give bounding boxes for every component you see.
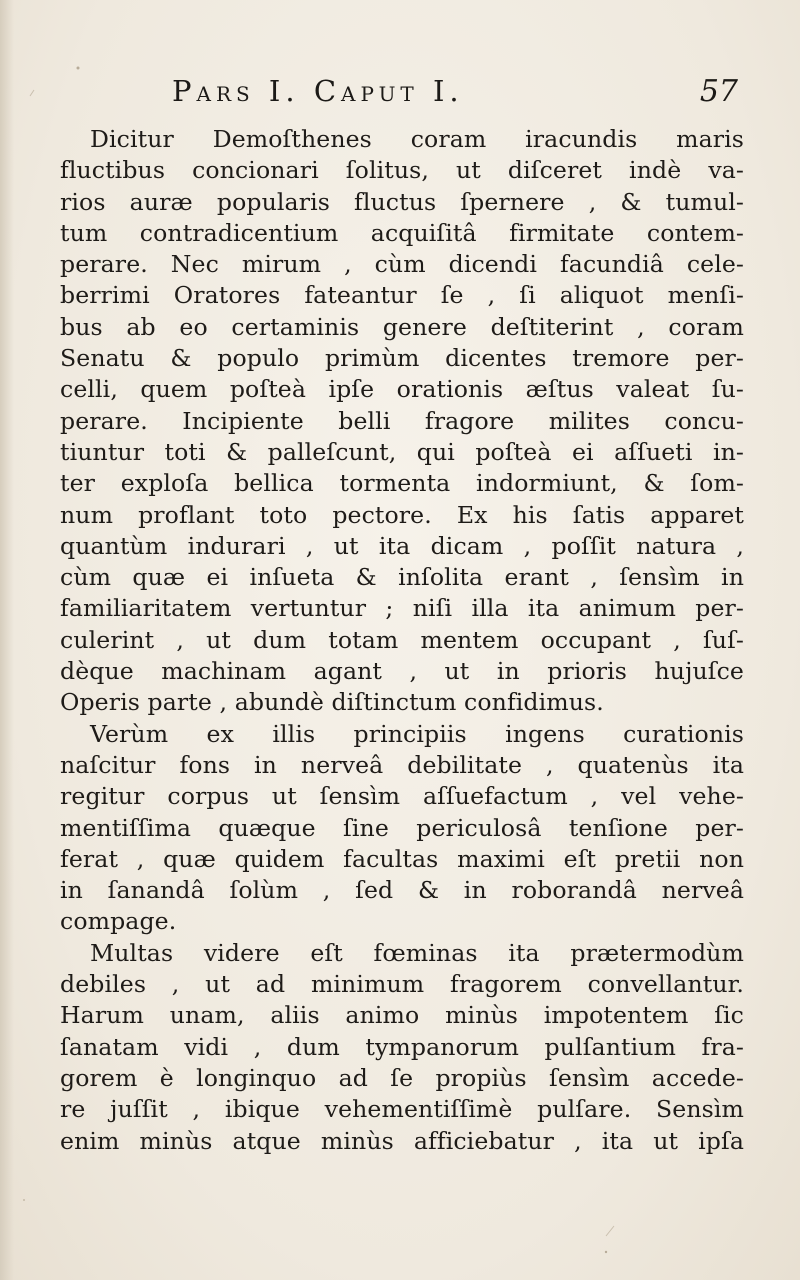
text-line: ter exploſa bellica tormenta indormiunt, & ſom- xyxy=(60,469,744,498)
text-line: bus ab eo certaminis genere deſtiterint , coram xyxy=(60,312,744,341)
text-line: fluctibus concionari ſolitus, ut diſceret indè va- xyxy=(60,156,744,185)
text-line: Harum unam, aliis animo minùs impotentem ſic xyxy=(60,1001,744,1030)
text-line: perare. Nec mirum , cùm dicendi facundiâ cele- xyxy=(60,250,744,279)
text-line: dèque machinam agant , ut in prioris hujuſce xyxy=(60,657,744,686)
text-line: compage. xyxy=(60,907,177,936)
text-line: regitur corpus ut ſensìm aſſuefactum , vel vehe- xyxy=(60,782,744,811)
page-gutter-shadow xyxy=(0,0,14,1280)
text-line: tum contradicentium acquiſitâ firmitate contem- xyxy=(60,218,744,247)
text-line: num proflant toto pectore. Ex his ſatis apparet xyxy=(60,500,744,529)
text-line: ſanatam vidi , dum tympanorum pulſantium fra- xyxy=(60,1032,744,1061)
text-line: berrimi Oratores fateantur ſe , ſi aliquot menſi- xyxy=(60,281,744,310)
paragraph-1 xyxy=(60,124,744,719)
text-line: Multas videre eſt fœminas ita prætermodùm xyxy=(90,938,744,967)
text-line: cùm quæ ei inſueta & inſolita erant , ſensìm in xyxy=(60,563,744,592)
text-line: mentiſſima quæque ſine periculosâ tenſione per- xyxy=(60,813,744,842)
text-line: debiles , ut ad minimum fragorem convellantur. xyxy=(60,970,744,999)
text-line: gorem è longinquo ad ſe propiùs ſensìm accede- xyxy=(60,1063,744,1092)
text-line: in ſanandâ ſolùm , ſed & in roborandâ nerveâ xyxy=(60,876,744,905)
text-line: quantùm indurari , ut ita dicam , poſſit natura , xyxy=(60,531,744,560)
text-line: rios auræ popularis fluctus ſpernere , & tumul- xyxy=(60,187,744,216)
running-head-title: Pars I. Caput I. xyxy=(172,74,464,108)
text-line: naſcitur fons in nerveâ debilitate , quatenùs ita xyxy=(60,750,744,779)
text-line: Dicitur Demoſthenes coram iracundis maris xyxy=(90,125,744,153)
text-line: Verùm ex illis principiis ingens curationis xyxy=(90,719,744,748)
text-line: re juſſit , ibique vehementiſſimè pulſare. Sensìm xyxy=(60,1095,744,1124)
paragraph-2 xyxy=(60,719,744,938)
page-number: 57 xyxy=(699,74,738,109)
running-head xyxy=(172,72,740,112)
text-line: culerint , ut dum totam mentem occupant , ſuſ- xyxy=(60,625,744,654)
text-line: perare. Incipiente belli fragore milites concu- xyxy=(60,406,744,435)
text-line: celli, quem poſteà ipſe orationis æſtus valeat ſu- xyxy=(60,375,744,404)
text-line: tiuntur toti & palleſcunt, qui poſteà ei aſſueti in- xyxy=(60,437,744,466)
body-text xyxy=(60,124,744,1157)
text-line: enim minùs atque minùs afficiebatur , ita ut ipſa xyxy=(60,1126,744,1155)
text-line: Senatu & populo primùm dicentes tremore per- xyxy=(60,344,744,373)
text-line: familiaritatem vertuntur ; niſi illa ita animum per- xyxy=(60,594,744,623)
text-line: Operis parte , abundè diſtinctum confidimus. xyxy=(60,688,604,717)
paragraph-3 xyxy=(60,938,744,1157)
text-line: ferat , quæ quidem facultas maximi eſt pretii non xyxy=(60,844,744,873)
